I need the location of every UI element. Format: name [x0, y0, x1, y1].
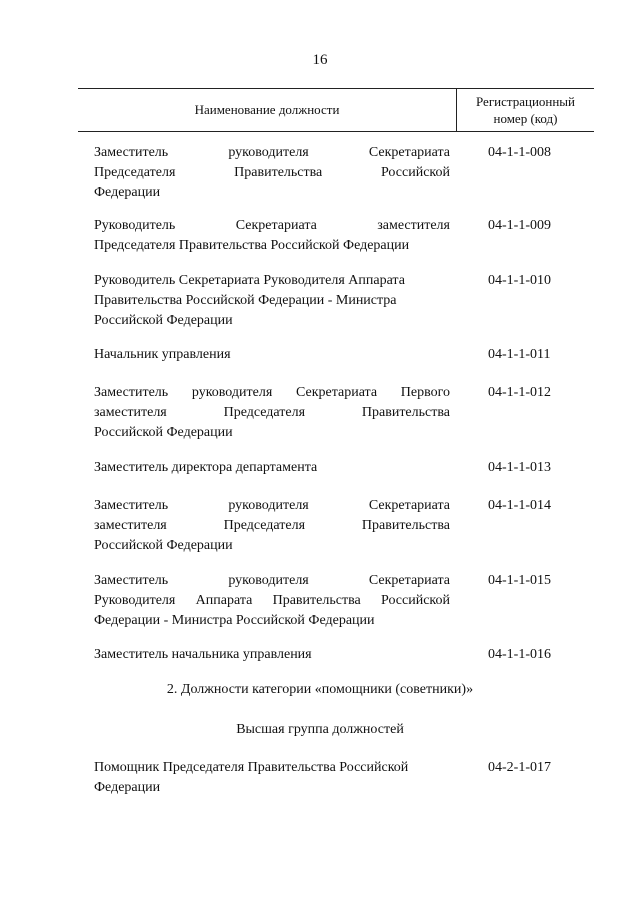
- position-name-line: Заместитель руководителя Секретариата Первого: [94, 385, 450, 400]
- position-name-line: Федерации - Министра Российской Федерации: [94, 613, 375, 628]
- position-name: [94, 571, 450, 631]
- position-name-line: Российской Федерации: [94, 313, 233, 328]
- registration-code: 04-1-1-009: [488, 218, 551, 233]
- registration-code: 04-1-1-010: [488, 273, 551, 288]
- position-name-line: Руководитель Секретариата Руководителя Аппарата: [94, 273, 405, 288]
- registration-code: 04-1-1-015: [488, 573, 551, 588]
- header-code-line1: Регистрационный: [475, 94, 576, 109]
- group-title: Высшая группа должностей: [236, 722, 404, 737]
- position-name: [94, 758, 450, 798]
- position-name: [94, 496, 450, 556]
- position-name-line: Председателя Правительства Российской: [94, 165, 450, 180]
- registration-code: 04-1-1-016: [488, 647, 551, 662]
- position-name-line: заместителя Председателя Правительства: [94, 405, 450, 420]
- position-name-line: Заместитель руководителя Секретариата: [94, 145, 450, 160]
- position-name-line: Начальник управления: [94, 347, 231, 362]
- position-name: [94, 216, 450, 256]
- position-name-line: Заместитель руководителя Секретариата: [94, 573, 450, 588]
- position-name: [94, 271, 450, 331]
- header-position-name: Наименование должности: [194, 102, 340, 117]
- header-registration-code: [456, 89, 594, 131]
- table-header: [78, 88, 594, 132]
- position-name-line: заместителя Председателя Правительства: [94, 518, 450, 533]
- position-name-line: Руководителя Аппарата Правительства Российской: [94, 593, 450, 608]
- position-name: [94, 383, 450, 443]
- registration-code: 04-1-1-011: [488, 347, 551, 362]
- position-name: [94, 458, 450, 478]
- position-name: [94, 143, 450, 203]
- registration-code: 04-1-1-012: [488, 385, 551, 400]
- position-name-line: Помощник Председателя Правительства Российской: [94, 760, 409, 775]
- position-name-line: Федерации: [94, 185, 161, 200]
- section-title: 2. Должности категории «помощники (советники)»: [166, 682, 474, 697]
- registration-code: 04-2-1-017: [488, 760, 551, 775]
- position-name-line: Председателя Правительства Российской Федерации: [94, 238, 410, 253]
- header-code-line2: номер (код): [493, 111, 558, 126]
- position-name-line: Российской Федерации: [94, 538, 233, 553]
- page-number: 16: [312, 52, 328, 68]
- position-name-line: Федерации: [94, 780, 161, 795]
- position-name-line: Заместитель руководителя Секретариата: [94, 498, 450, 513]
- registration-code: 04-1-1-014: [488, 498, 551, 513]
- position-name-line: Заместитель директора департамента: [94, 460, 318, 475]
- position-name-line: Правительства Российской Федерации - Министра: [94, 293, 397, 308]
- registration-code: 04-1-1-008: [488, 145, 551, 160]
- position-name-line: Руководитель Секретариата заместителя: [94, 218, 450, 233]
- position-name-line: Российской Федерации: [94, 425, 233, 440]
- position-name-line: Заместитель начальника управления: [94, 647, 312, 662]
- position-name: [94, 345, 450, 365]
- registration-code: 04-1-1-013: [488, 460, 551, 475]
- position-name: [94, 645, 450, 665]
